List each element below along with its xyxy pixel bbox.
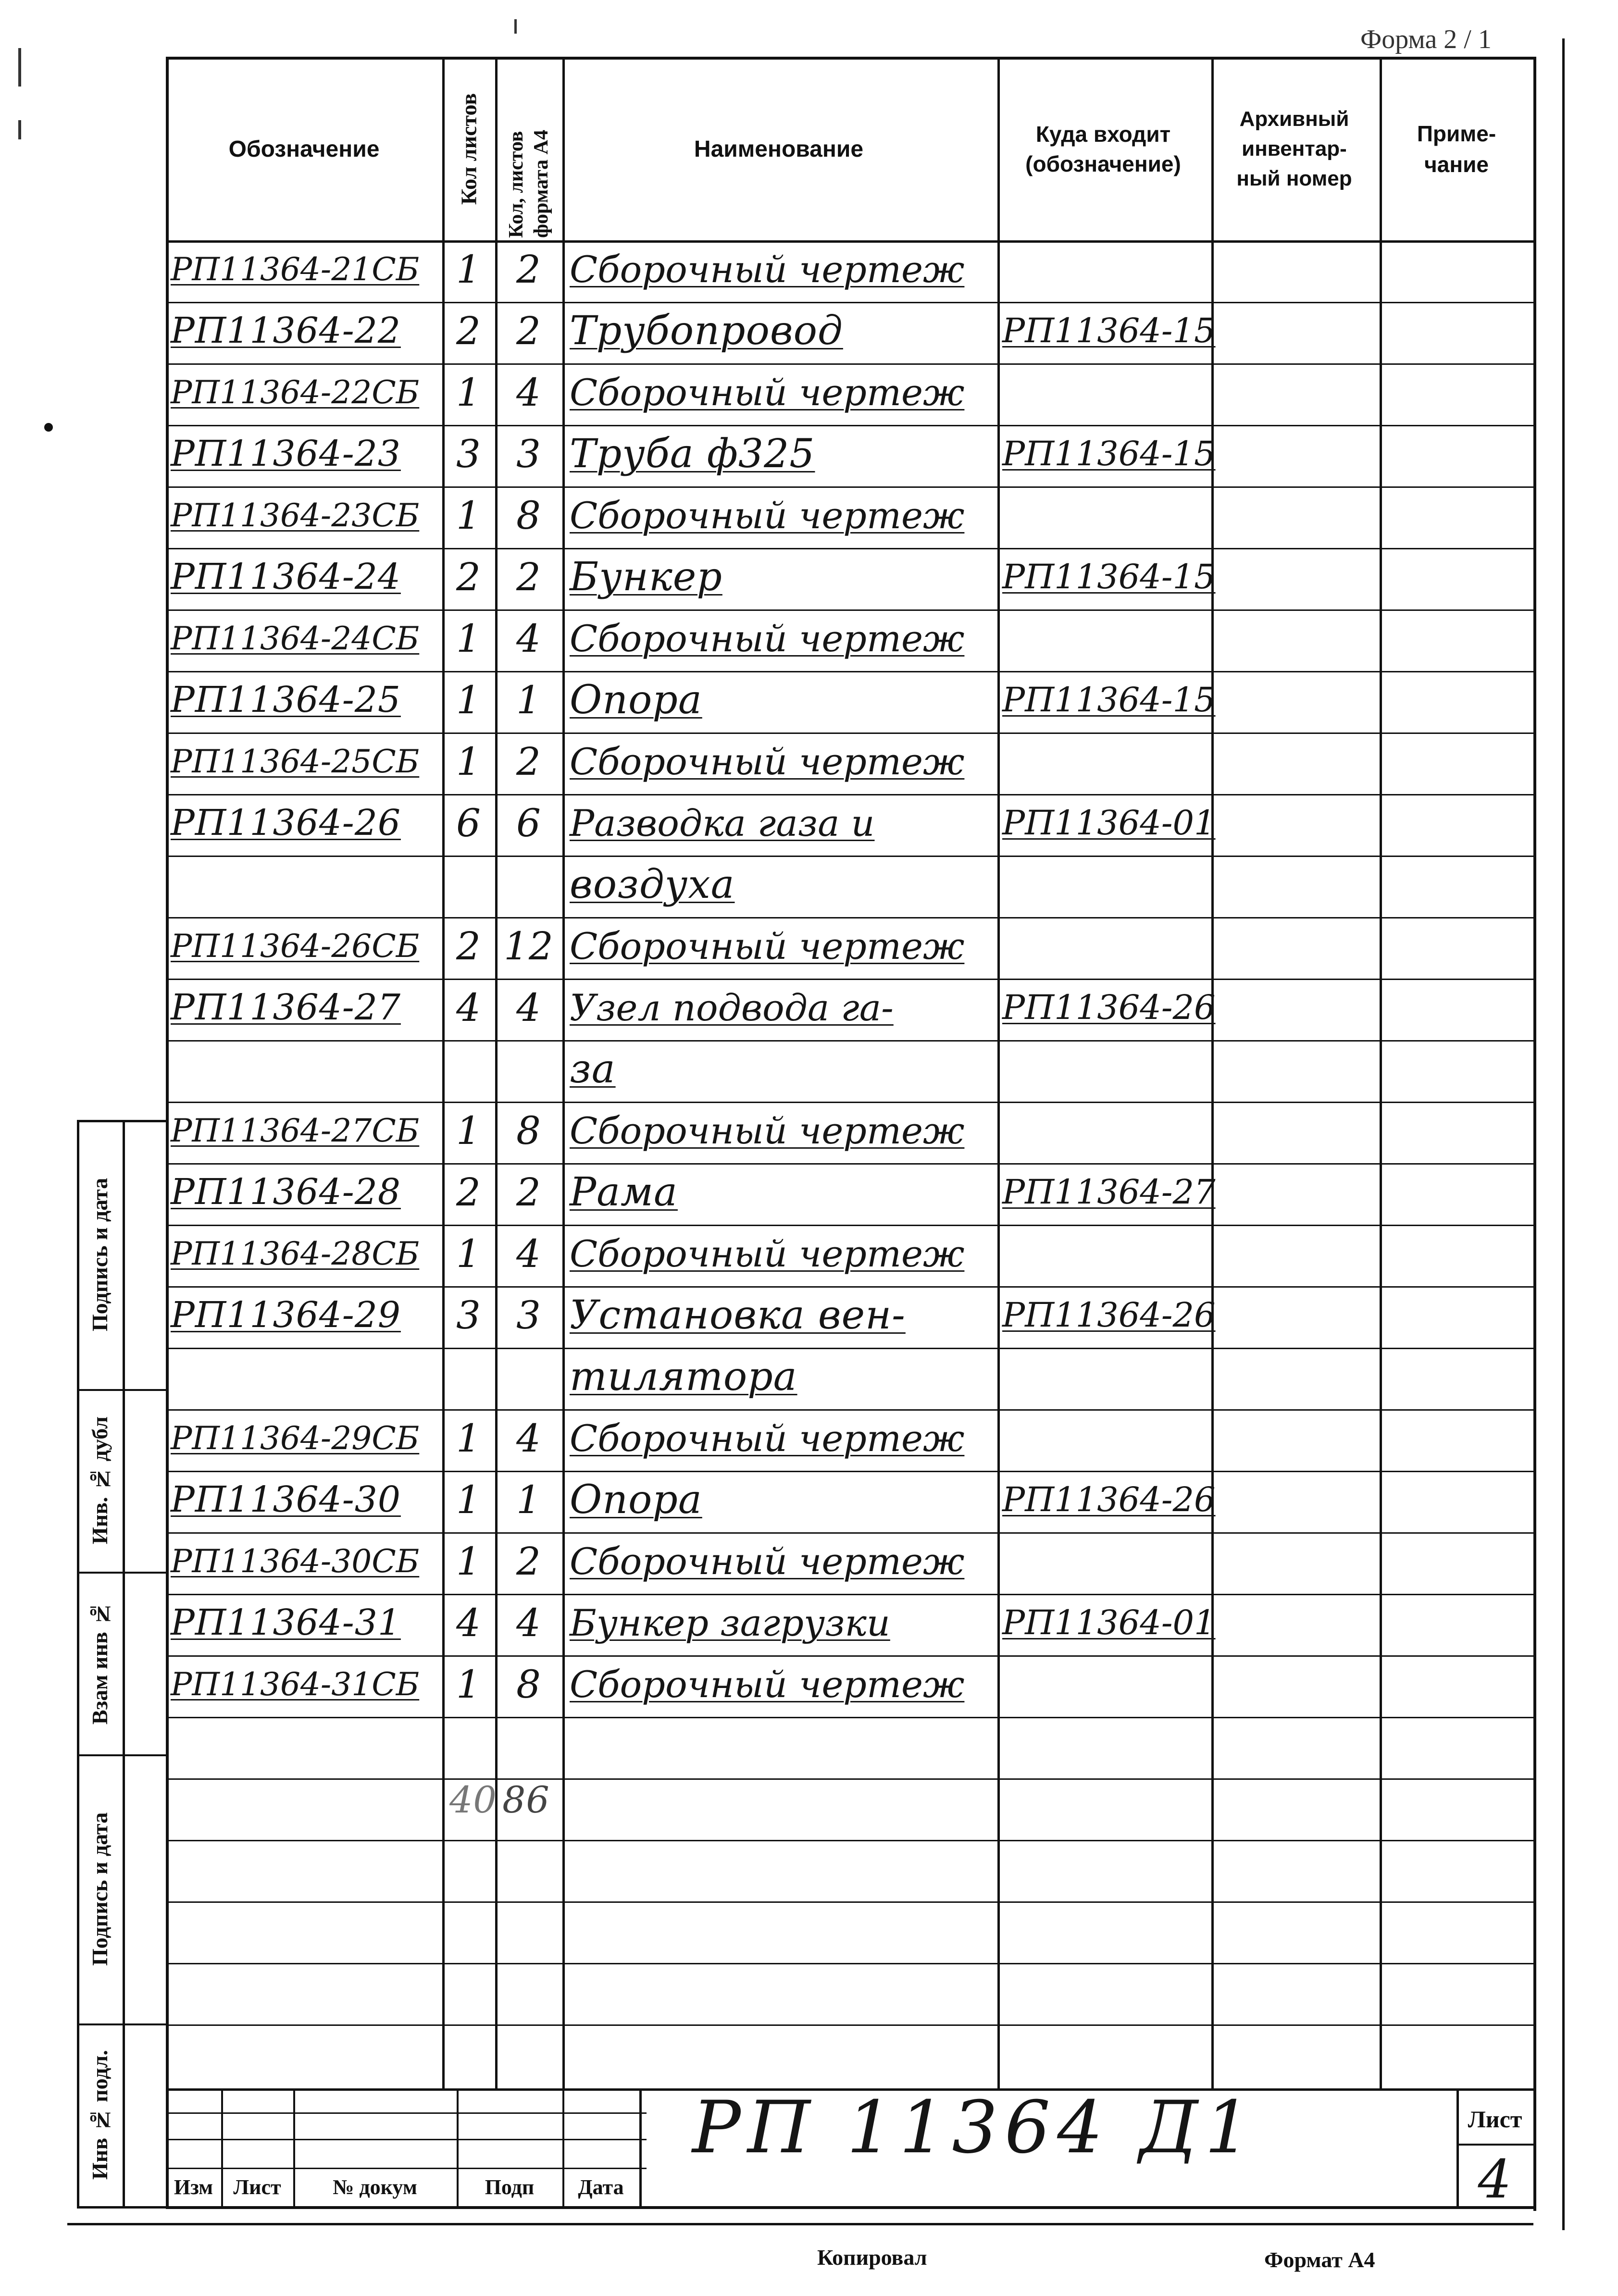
cell-where-used	[1002, 486, 1211, 544]
cell-sheets: 4	[456, 985, 481, 1030]
cell-designation	[171, 1348, 442, 1405]
cell-where-used	[1002, 609, 1211, 667]
cell-sheets: 1	[456, 677, 481, 722]
header-a4-count: Кол, листов формата А4	[505, 130, 552, 238]
cell-where-used	[1002, 240, 1211, 298]
cell-sheets: 1	[456, 1477, 481, 1522]
margin-mark	[18, 48, 21, 87]
header-name: Наименование	[694, 136, 864, 162]
cell-designation: РП11364-21СБ	[171, 250, 420, 288]
cell-a4: 2	[516, 739, 541, 784]
header-designation: Обозначение	[228, 136, 380, 162]
cell-name: Сборочный чертеж	[570, 1416, 965, 1460]
table-row	[0, 548, 1618, 609]
cell-designation: РП11364-26СБ	[171, 927, 420, 965]
cell-where-used	[1002, 732, 1211, 790]
cell-designation: РП11364-27	[171, 987, 401, 1028]
cell-where-used: РП11364-01	[1002, 803, 1216, 843]
cell-a4	[495, 1040, 562, 1098]
table-row	[0, 363, 1618, 425]
cell-name: за	[570, 1046, 616, 1092]
cell-a4: 2	[516, 1169, 541, 1215]
cell-name: Труба ф325	[570, 431, 815, 477]
cell-designation: РП11364-23СБ	[171, 496, 420, 534]
side-label-dup-inv: Инв. № дубл	[87, 1416, 112, 1544]
table-row	[0, 1532, 1618, 1594]
margin-mark	[18, 120, 21, 139]
table-row	[0, 1409, 1618, 1471]
cell-a4: 1	[516, 677, 541, 722]
cell-name: Разводка газа и	[570, 801, 875, 844]
cell-sheets: 1	[456, 370, 481, 415]
cell-sheets: 1	[456, 1108, 481, 1153]
table-row	[0, 486, 1618, 548]
cell-a4: 8	[516, 493, 541, 538]
title-row-line	[166, 2168, 647, 2169]
cell-designation: РП11364-31СБ	[171, 1665, 420, 1703]
table-row	[0, 302, 1618, 363]
cell-sheets: 1	[456, 739, 481, 784]
form-label: Форма 2 / 1	[1360, 25, 1492, 54]
title-sheet-divider	[1456, 2144, 1533, 2146]
cell-name: Сборочный чертеж	[570, 740, 965, 783]
cell-where-used	[1002, 1409, 1211, 1467]
cell-a4	[495, 1348, 562, 1405]
table-row	[0, 732, 1618, 794]
header-sheet-count: Кол листов	[456, 93, 481, 205]
cell-sheets: 2	[456, 554, 481, 599]
frame-bottom	[166, 2206, 1536, 2209]
cell-designation: РП11364-30	[171, 1479, 401, 1520]
side-label-original-inv: Инв № подл.	[87, 2050, 112, 2180]
side-label-signature-date: Подпись и дата	[87, 1178, 112, 1331]
header-note: Приме-чание	[1417, 121, 1496, 177]
cell-sheets: 1	[456, 1539, 481, 1584]
cell-designation: РП11364-22	[171, 310, 401, 351]
cell-where-used	[1002, 363, 1211, 421]
cell-name: Трубопровод	[570, 308, 843, 354]
cell-a4: 4	[516, 1600, 541, 1645]
cell-a4: 4	[516, 1415, 541, 1461]
cell-a4: 4	[516, 370, 541, 415]
cell-sheets: 3	[456, 1292, 481, 1338]
cell-a4: 12	[504, 923, 554, 968]
cell-name: Узел подвода га-	[570, 986, 894, 1029]
row-line	[166, 1840, 1533, 1841]
cell-sheets: 1	[456, 1415, 481, 1461]
cell-where-used: РП11364-26	[1002, 1480, 1216, 1519]
cell-where-used: РП11364-15	[1002, 557, 1216, 596]
cell-a4: 3	[516, 431, 541, 476]
cell-designation: РП11364-25СБ	[171, 743, 420, 780]
table-row	[0, 794, 1618, 856]
cell-designation: РП11364-29СБ	[171, 1419, 420, 1457]
title-code-left	[639, 2088, 642, 2206]
cell-a4: 2	[516, 554, 541, 599]
cell-name: Сборочный чертеж	[570, 1232, 965, 1275]
side-strip-bottom	[77, 2206, 166, 2209]
table-row	[0, 240, 1618, 302]
title-col-sheet: Лист	[233, 2175, 281, 2199]
cell-a4: 6	[516, 800, 541, 845]
cell-name: тилятора	[570, 1353, 797, 1400]
cell-a4: 2	[516, 1539, 541, 1584]
title-row-line	[166, 2139, 647, 2140]
cell-sheets: 2	[456, 1169, 481, 1215]
cell-where-used: РП11364-01	[1002, 1603, 1216, 1642]
cell-where-used: РП11364-15	[1002, 434, 1216, 473]
table-row	[0, 1163, 1618, 1225]
cell-designation: РП11364-28СБ	[171, 1235, 420, 1272]
margin-mark	[514, 19, 517, 34]
footer-format: Формат А4	[1264, 2247, 1375, 2272]
table-row	[0, 425, 1618, 486]
cell-name: Опора	[570, 1477, 702, 1523]
cell-sheets: 1	[456, 493, 481, 538]
cell-a4: 2	[516, 308, 541, 353]
table-row	[0, 856, 1618, 917]
row-line	[166, 1717, 1533, 1718]
cell-sheets: 1	[456, 1231, 481, 1276]
title-col-date: Дата	[578, 2175, 624, 2199]
cell-a4	[495, 856, 562, 913]
cell-name: Сборочный чертеж	[570, 1663, 965, 1706]
cell-where-used: РП11364-27	[1002, 1172, 1216, 1212]
cell-where-used	[1002, 917, 1211, 975]
cell-a4: 8	[516, 1662, 541, 1707]
cell-designation: РП11364-26	[171, 802, 401, 844]
cell-sheets: 1	[456, 616, 481, 661]
cell-designation: РП11364-22СБ	[171, 373, 420, 411]
side-label-signature-date-2: Подпись и дата	[87, 1812, 112, 1966]
cell-name: Сборочный чертеж	[570, 371, 965, 414]
cell-sheets: 1	[456, 1662, 481, 1707]
cell-where-used: РП11364-15	[1002, 311, 1216, 350]
footer-copied: Копировал	[817, 2245, 927, 2270]
total-sheets: 40	[449, 1778, 497, 1821]
table-row	[0, 1225, 1618, 1286]
title-col-doc-number: № докум	[333, 2175, 417, 2199]
cell-a4: 1	[516, 1477, 541, 1522]
cell-sheets: 3	[456, 431, 481, 476]
row-line	[166, 1778, 1533, 1780]
cell-a4: 4	[516, 985, 541, 1030]
table-row	[0, 1594, 1618, 1655]
table-row	[0, 1040, 1618, 1102]
table-row	[0, 1348, 1618, 1409]
cell-designation: РП11364-25	[171, 679, 401, 720]
row-line	[166, 1901, 1533, 1903]
cell-a4: 2	[516, 247, 541, 292]
cell-name: Сборочный чертеж	[570, 1539, 965, 1583]
cell-designation: РП11364-24СБ	[171, 620, 420, 657]
total-a4: 86	[502, 1778, 550, 1821]
row-line	[166, 1963, 1533, 1964]
header-archive-number: Архивный инвентар-ный номер	[1236, 107, 1352, 190]
cell-name: Сборочный чертеж	[570, 1109, 965, 1152]
cell-sheets	[442, 1040, 495, 1098]
table-row	[0, 1471, 1618, 1532]
cell-sheets	[442, 856, 495, 913]
cell-designation: РП11364-29	[171, 1294, 401, 1336]
cell-sheets: 4	[456, 1600, 481, 1645]
cell-sheets	[442, 1348, 495, 1405]
outer-bottom-line	[67, 2223, 1533, 2225]
cell-designation: РП11364-28	[171, 1171, 401, 1213]
table-row	[0, 609, 1618, 671]
sheet-number: 4	[1478, 2148, 1512, 2210]
header-where-used: Куда входит (обозначение)	[1025, 122, 1181, 176]
cell-designation: РП11364-31	[171, 1602, 401, 1643]
cell-sheets: 2	[456, 308, 481, 353]
side-label-replaced-inv: Взам инв №	[87, 1601, 112, 1725]
document-code: РП 11364 Д1	[692, 2086, 1257, 2170]
title-col-change: Изм	[174, 2175, 213, 2199]
cell-where-used	[1002, 1225, 1211, 1282]
cell-designation: РП11364-30СБ	[171, 1542, 420, 1580]
cell-name: Сборочный чертеж	[570, 924, 965, 968]
cell-name: Рама	[570, 1169, 678, 1215]
cell-designation: РП11364-27СБ	[171, 1112, 420, 1149]
cell-where-used	[1002, 1532, 1211, 1590]
table-row	[0, 1655, 1618, 1717]
cell-where-used	[1002, 1040, 1211, 1098]
cell-sheets: 2	[456, 923, 481, 968]
cell-a4: 4	[516, 616, 541, 661]
table-row	[0, 917, 1618, 979]
cell-where-used	[1002, 1655, 1211, 1713]
cell-sheets: 6	[456, 800, 481, 845]
cell-name: Сборочный чертеж	[570, 617, 965, 660]
cell-a4: 8	[516, 1108, 541, 1153]
cell-name: воздуха	[570, 861, 735, 907]
cell-name: Опора	[570, 677, 702, 723]
cell-designation	[171, 856, 442, 913]
cell-where-used: РП11364-26	[1002, 1295, 1216, 1335]
title-row-line	[166, 2112, 647, 2114]
cell-name: Бункер загрузки	[570, 1601, 890, 1644]
table-row	[0, 671, 1618, 732]
cell-name: Бункер	[570, 554, 722, 600]
cell-where-used	[1002, 1348, 1211, 1405]
cell-where-used	[1002, 856, 1211, 913]
table-row	[0, 1286, 1618, 1348]
cell-where-used	[1002, 1102, 1211, 1159]
cell-designation: РП11364-24	[171, 556, 401, 597]
cell-name: Сборочный чертеж	[570, 248, 965, 291]
cell-name: Установка вен-	[570, 1292, 906, 1338]
cell-a4: 4	[516, 1231, 541, 1276]
table-row	[0, 1102, 1618, 1163]
cell-designation	[171, 1040, 442, 1098]
table-row	[0, 979, 1618, 1040]
cell-where-used: РП11364-26	[1002, 988, 1216, 1027]
title-col-signature: Подп	[485, 2175, 535, 2199]
cell-name: Сборочный чертеж	[570, 494, 965, 537]
sheet-label: Лист	[1468, 2106, 1522, 2133]
cell-a4: 3	[516, 1292, 541, 1338]
cell-designation: РП11364-23	[171, 433, 401, 474]
row-line	[166, 2024, 1533, 2026]
cell-sheets: 1	[456, 247, 481, 292]
cell-where-used: РП11364-15	[1002, 680, 1216, 720]
